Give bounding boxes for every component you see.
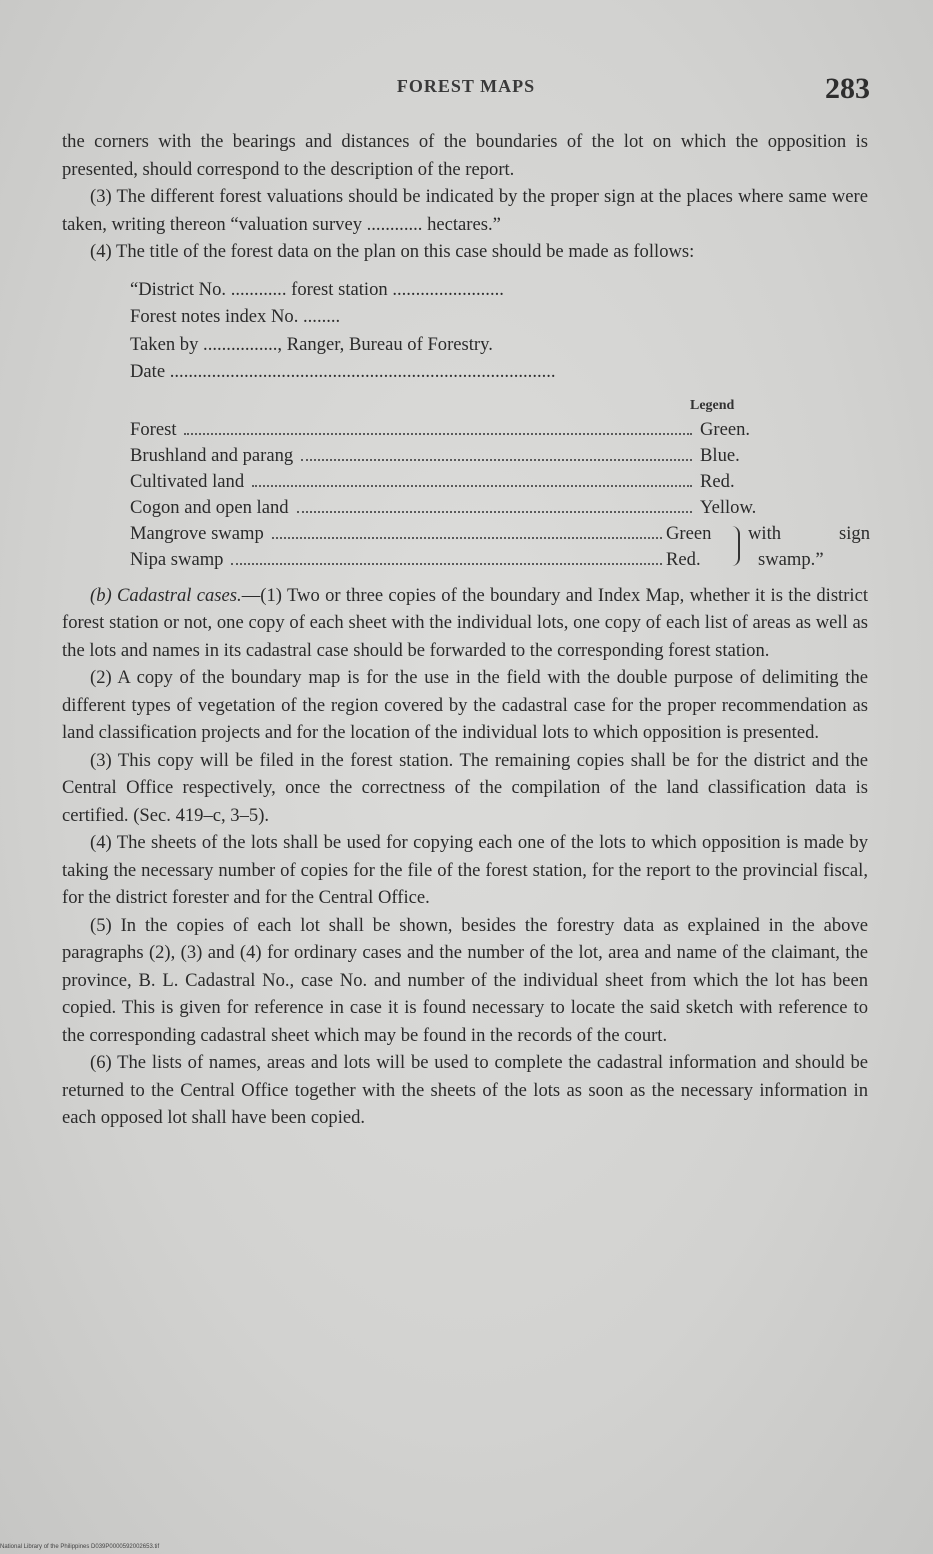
swamp-note-swamp: swamp.” [758, 548, 824, 570]
leader-dots [301, 445, 692, 461]
paragraph-continuation: the corners with the bearings and distances of the boundaries of the lot on which the opposition is presented, should correspond to the description of the report. [62, 131, 868, 180]
cadastral-heading: (b) Cadastral cases. [90, 584, 242, 606]
paragraph-cadastral-1 [62, 582, 868, 665]
right-brace-icon [728, 526, 740, 566]
leader-dots [272, 523, 662, 539]
legend-row [130, 494, 870, 520]
swamp-note-sign: sign [839, 522, 870, 544]
legend-color: Yellow. [700, 496, 757, 518]
legend-color: Green [666, 522, 712, 544]
paragraph-title-format: (4) The title of the forest data on the plan on this case should be made as follows: [90, 241, 695, 262]
paragraph-valuations: (3) The different forest valuations should be indicated by the proper sign at the places where same were taken, writing thereon “valuation survey ............ hectares.” [62, 186, 868, 235]
paragraph-cadastral-4: (4) The sheets of the lots shall be used for copying each one of the lots to which opposition is made by taking the necessary number of copies for the file of the forest station, for the report to the provincial fiscal, for the district forester and for the Central Office. [62, 832, 868, 908]
legend-label: Brushland and parang [130, 444, 294, 466]
swamp-note-with: with [748, 522, 782, 544]
form-line-taken-by: Taken by ................, Ranger, Bureau of Forestry. [130, 333, 493, 355]
form-line-district: “District No. ............ forest station ........................ [130, 278, 504, 300]
swamp-legend-group [130, 520, 870, 572]
page-header [62, 72, 870, 108]
running-title: FOREST MAPS [396, 76, 536, 96]
paragraph-cadastral-6: (6) The lists of names, areas and lots will be used to complete the cadastral information and should be returned to the Central Office together with the sheets of the lots as soon as the necessary information in each opposed lot shall have been copied. [62, 1052, 868, 1128]
swamp-colors [666, 520, 870, 572]
legend-row [130, 520, 670, 546]
leader-dots [252, 471, 692, 487]
paragraph-cadastral-3: (3) This copy will be filed in the forest station. The remaining copies shall be for the district and the Central Office respectively, once the correctness of the compilation of the land classification data is certified. (Sec. 419–c, 3–5). [62, 749, 868, 826]
legend-color: Red. [666, 548, 701, 570]
legend-color: Green. [700, 418, 751, 440]
legend-label: Cultivated land [130, 470, 245, 492]
form-line-date: Date ................................................................................... [130, 361, 556, 382]
form-line-notes-index: Forest notes index No. ........ [130, 306, 341, 327]
leader-dots [297, 497, 692, 513]
legend-label: Nipa swamp [130, 548, 224, 570]
swamp-note-line [748, 520, 870, 548]
legend-row [130, 468, 870, 494]
legend-row [130, 442, 870, 468]
legend-heading: Legend [690, 397, 735, 413]
paragraph-cadastral-2: (2) A copy of the boundary map is for the use in the field with the double purpose of delimiting the different types of vegetation of the region covered by the cadastral case for the proper recommendation as land classification projects and for the location of the individual lots to which opposition is presented. [62, 667, 868, 743]
body-text [62, 128, 868, 1132]
cadastral-p1-text: —(1) Two or three copies of the boundary and Index Map, whether it is the district forest station or not, one copy of each sheet with the individual lots, one copy of each list of areas as well as the lots and names in its cadastral case should be forwarded to the corresponding forest station. [62, 584, 869, 661]
scan-credit: National Library of the Philippines D039P0000592002653.tif [0, 1544, 160, 1550]
legend-label: Cogon and open land [130, 496, 289, 518]
legend-table [130, 396, 870, 572]
legend-color: Blue. [700, 444, 740, 466]
legend-color: Red. [700, 470, 735, 492]
legend-row [130, 546, 670, 572]
legend-label: Forest [130, 418, 177, 440]
leader-dots [231, 549, 662, 565]
legend-label: Mangrove swamp [130, 522, 264, 544]
page-number: 283 [825, 72, 870, 105]
leader-dots [184, 419, 692, 435]
title-form-block [130, 276, 650, 386]
paragraph-cadastral-5: (5) In the copies of each lot shall be shown, besides the forestry data as explained in the above paragraphs (2), (3) and (4) for ordinary cases and the number of the lot, area and name of the claimant, the province, B. L. Cadastral No., case No. and number of the individual sheet from which the lot has been copied. This is given for reference in case it is found necessary to locate the said sketch with reference to the corresponding cadastral sheet which may be found in the records of the court. [62, 914, 868, 1046]
legend-row [130, 416, 870, 442]
